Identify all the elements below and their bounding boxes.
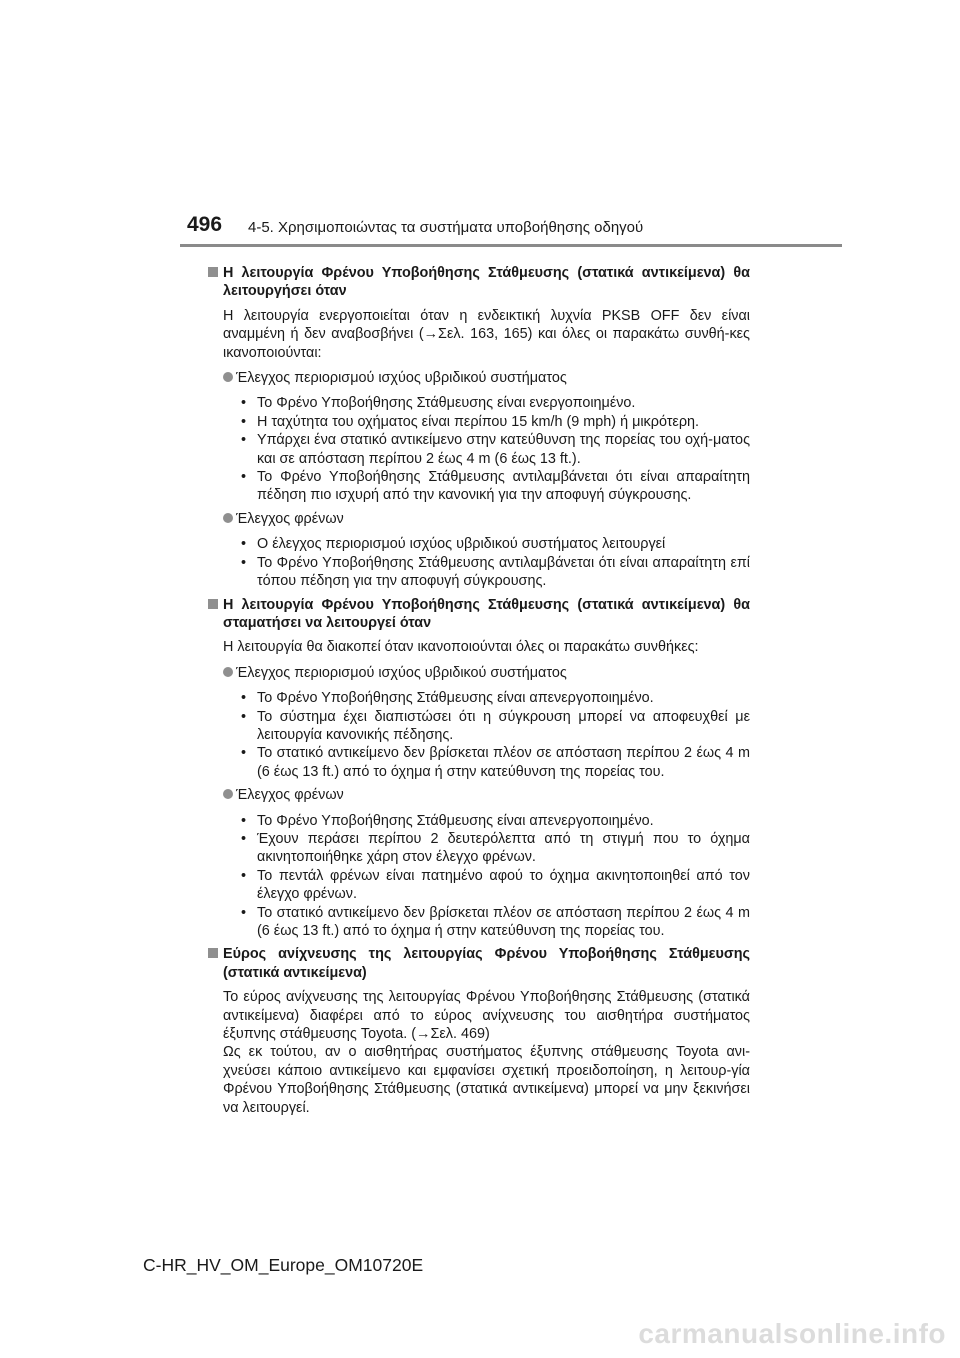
site-watermark: carmanualsonline.info: [638, 1318, 946, 1349]
section-paragraph: [208, 988, 750, 1117]
list-item: • Το στατικό αντικείμενο δεν βρίσκεται πλέον σε απόσταση περίπου 2 έως 4 m (6 έως 13 ft.) από το όχημα ή στην κατεύθυνση της πορείας του.: [257, 904, 750, 941]
bullet-list: [208, 812, 750, 941]
list-item: • Το πεντάλ φρένων είναι πατημένο αφού το όχημα ακινητοποιηθεί από τον έλεγχο φρένων.: [257, 867, 750, 904]
section-intro: Η λειτουργία θα διακοπεί όταν ικανοποιούνται όλες οι παρακάτω συνθήκες:: [223, 639, 699, 656]
bullet-list: [208, 394, 750, 504]
page-header: [0, 0, 960, 250]
subsection-title: Έλεγχος περιορισμού ισχύος υβριδικού συστήματος: [208, 664, 750, 682]
bullet-list: [208, 689, 750, 781]
section-heading: Η λειτουργία Φρένου Υποβοήθησης Στάθμευσης (στατικά αντικείμενα) θα λειτουργήσει όταν: [208, 264, 750, 301]
bullet-list: [208, 535, 750, 590]
paragraph-detection-range: Το εύρος ανίχνευσης της λειτουργίας Φρένου Υποβοήθησης Στάθμευσης (στατικά αντικείμενα) διαφέρει από το εύρος ανίχνευσης του αισθητήρα συστήματος έξυπνης στάθμευσης Toyota. (→Σελ. 469): [223, 989, 750, 1043]
list-item: • Ο έλεγχος περιορισμού ισχύος υβριδικού συστήματος λειτουργεί: [257, 535, 750, 553]
list-item: • Το Φρένο Υποβοήθησης Στάθμευσης είναι απενεργοποιημένο.: [257, 812, 750, 830]
circle-bullet-icon: [223, 789, 233, 799]
document-code: C-HR_HV_OM_Europe_OM10720E: [143, 1255, 424, 1275]
list-item: • Υπάρχει ένα στατικό αντικείμενο στην κατεύθυνση της πορείας του οχή-ματος και σε απόσταση περίπου 2 έως 4 m (6 έως 13 ft.).: [257, 431, 750, 468]
paragraph-sensor-note: Ως εκ τούτου, αν ο αισθητήρας συστήματος έξυπνης στάθμευσης Toyota ανι-χνεύσει κάποιο αντικείμενο και εμφανίσει σχετική προειδοποίηση, η λειτουρ-γία Φρένου Υποβοήθησης Στάθμευσης (στατικά αντικείμενα) μπορεί να μην ξεκινήσει να λειτουργεί.: [223, 1044, 750, 1116]
subsection-title: Έλεγχος περιορισμού ισχύος υβριδικού συστήματος: [208, 369, 750, 387]
chapter-title: 4-5. Χρησιμοποιώντας τα συστήματα υποβοήθησης οδηγού: [248, 219, 644, 236]
header-divider: [180, 244, 842, 247]
list-item: • Το Φρένο Υποβοήθησης Στάθμευσης είναι ενεργοποιημένο.: [257, 394, 750, 412]
list-item: • Η ταχύτητα του οχήματος είναι περίπου 15 km/h (9 mph) ή μικρότερη.: [257, 413, 750, 431]
circle-bullet-icon: [223, 372, 233, 382]
section-heading: Εύρος ανίχνευσης της λειτουργίας Φρένου Υποβοήθησης Στάθμευσης (στατικά αντικείμενα): [208, 945, 750, 982]
list-item: • Το σύστημα έχει διαπιστώσει ότι η σύγκρουση μπορεί να αποφευχθεί με λειτουργία κανονικής πέδησης.: [257, 708, 750, 745]
circle-bullet-icon: [223, 513, 233, 523]
list-item: • Το στατικό αντικείμενο δεν βρίσκεται πλέον σε απόσταση περίπου 2 έως 4 m (6 έως 13 ft.) από το όχημα ή στην κατεύθυνση της πορείας του.: [257, 744, 750, 781]
square-bullet-icon: [208, 599, 218, 609]
list-item: • Το Φρένο Υποβοήθησης Στάθμευσης αντιλαμβάνεται ότι είναι απαραίτητη πέδηση πιο ισχυρή από την κανονική για την αποφυγή σύγκρουσης.: [257, 468, 750, 505]
subsection-title: Έλεγχος φρένων: [208, 786, 750, 804]
square-bullet-icon: [208, 267, 218, 277]
list-item: • Το Φρένο Υποβοήθησης Στάθμευσης είναι απενεργοποιημένο.: [257, 689, 750, 707]
section-heading: Η λειτουργία Φρένου Υποβοήθησης Στάθμευσης (στατικά αντικείμενα) θα σταματήσει να λειτουργεί όταν: [208, 596, 750, 633]
subsection-title: Έλεγχος φρένων: [208, 510, 750, 528]
square-bullet-icon: [208, 948, 218, 958]
page-content: [208, 264, 750, 1124]
list-item: • Το Φρένο Υποβοήθησης Στάθμευσης αντιλαμβάνεται ότι είναι απαραίτητη επί τόπου πέδηση για την αποφυγή σύγκρουσης.: [257, 554, 750, 591]
list-item: • Έχουν περάσει περίπου 2 δευτερόλεπτα από τη στιγμή που το όχημα ακινητοποιήθηκε χάρη στον έλεγχο φρένων.: [257, 830, 750, 867]
circle-bullet-icon: [223, 667, 233, 677]
page-number: 496: [187, 213, 223, 236]
section-intro: Η λειτουργία ενεργοποιείται όταν η ενδεικτική λυχνία PKSB OFF δεν είναι αναμμένη ή δεν αναβοσβήνει (→Σελ. 163, 165) και όλες οι παρακάτω συνθή-κες ικανοποιούνται:: [223, 307, 750, 361]
